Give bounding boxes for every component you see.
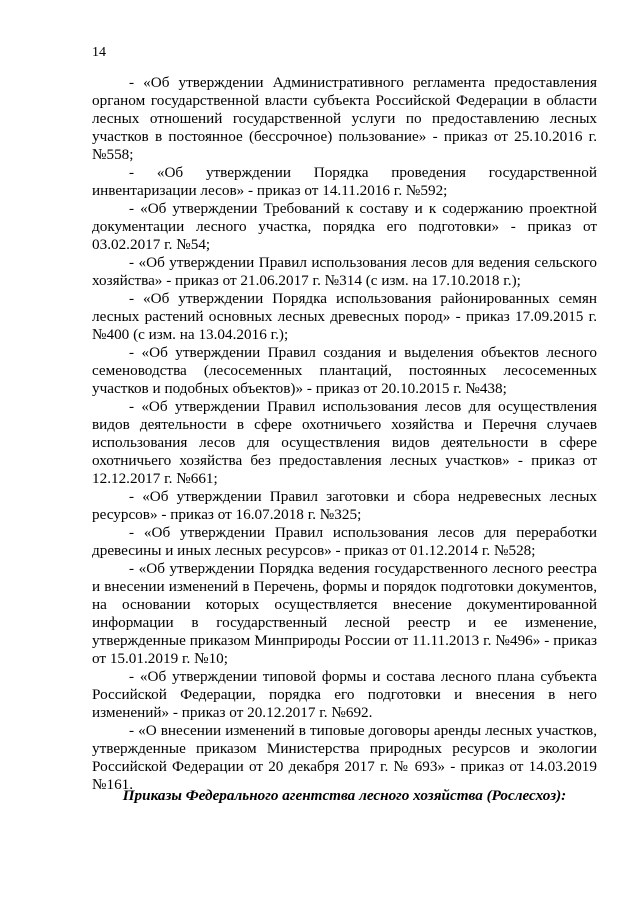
list-item: - «Об утверждении Правил использования лесов для осуществления видов деятельности в сфере охотничьего хозяйства и Перечня случаев использования лесов для осуществления видов деятельности в сфере охотничьего хозяйства без предоставления лесных участков» - приказ от 12.12.2017 г. №661;	[92, 398, 597, 487]
list-item: - «Об утверждении типовой формы и состава лесного плана субъекта Российской Федерации, порядка его подготовки и внесения в него изменений» - приказ от 20.12.2017 г. №692.	[92, 668, 597, 721]
list-item: - «Об утверждении Порядка проведения государственной инвентаризации лесов» - приказ от 14.11.2016 г. №592;	[92, 164, 597, 199]
page-number: 14	[92, 45, 106, 60]
list-item: - «Об утверждении Административного регламента предоставления органом государственной власти субъекта Российской Федерации в области лесных отношений государственной услуги по предоставлению лесных участков в постоянное (бессрочное) пользование» - приказ от 25.10.2016 г. №558;	[92, 74, 597, 163]
list-item: - «Об утверждении Правил использования лесов для переработки древесины и иных лесных ресурсов» - приказ от 01.12.2014 г. №528;	[92, 524, 597, 559]
order-list	[92, 74, 597, 794]
list-item: - «Об утверждении Правил заготовки и сбора недревесных лесных ресурсов» - приказ от 16.07.2018 г. №325;	[92, 488, 597, 523]
list-item: - «Об утверждении Требований к составу и к содержанию проектной документации лесного участка, порядка его подготовки» - приказ от 03.02.2017 г. №54;	[92, 200, 597, 253]
list-item: - «Об утверждении Правил использования лесов для ведения сельского хозяйства» - приказ от 21.06.2017 г. №314 (с изм. на 17.10.2018 г.);	[92, 254, 597, 289]
list-item: - «Об утверждении Порядка ведения государственного лесного реестра и внесении изменений в Перечень, формы и порядок подготовки документов, на основании которых осуществляется внесение документированной информации в государственный лесной реестр и ее изменение, утвержденные приказом Минприроды России от 11.11.2013 г. №496» - приказ от 15.01.2019 г. №10;	[92, 560, 597, 667]
list-item: - «О внесении изменений в типовые договоры аренды лесных участков, утвержденные приказом Министерства природных ресурсов и экологии Российской Федерации от 20 декабря 2017 г. № 693» - приказ от 14.03.2019 №161.	[92, 722, 597, 793]
list-item: - «Об утверждении Правил создания и выделения объектов лесного семеноводства (лесосеменных плантаций, постоянных лесосеменных участков и подобных объектов)» - приказ от 20.10.2015 г. №438;	[92, 344, 597, 397]
section-heading: Приказы Федерального агентства лесного хозяйства (Рослесхоз):	[122, 787, 567, 804]
list-item: - «Об утверждении Порядка использования районированных семян лесных растений основных лесных древесных пород» - приказ 17.09.2015 г. №400 (с изм. на 13.04.2016 г.);	[92, 290, 597, 343]
